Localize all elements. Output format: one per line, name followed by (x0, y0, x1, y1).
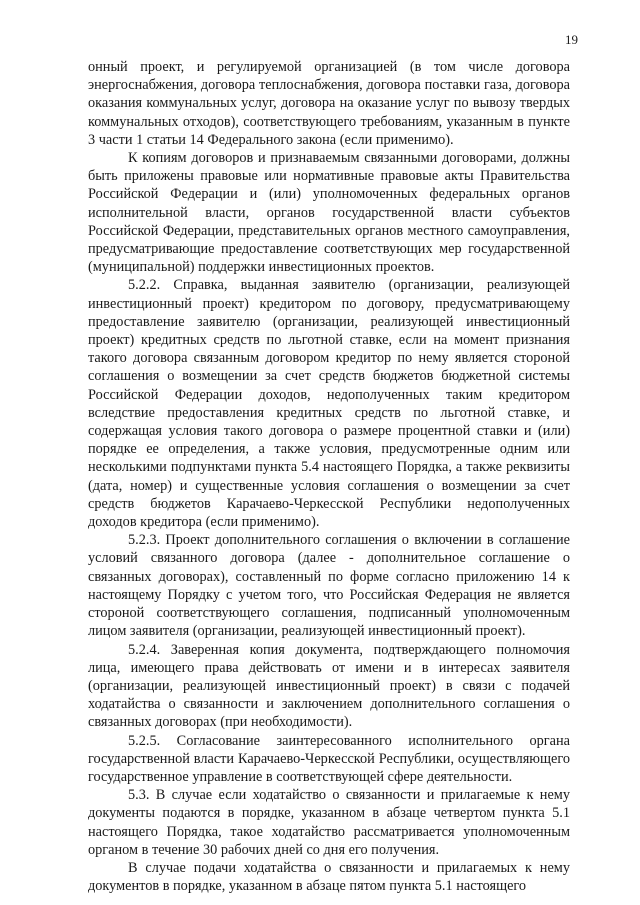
paragraph-5-2-2: 5.2.2. Справка, выданная заявителю (организации, реализующей инвестиционный проект) кредитором по договору, предусматривающему предоставление заявителю (организации, реализующей инвестиционный проект) кредитных средств по льготной ставке, если на момент признания такого договора связанным договором кредитор по нему является стороной соглашения о возмещении за счет средств бюджетов бюджетной системы Российской Федерации доходов, недополученных таким кредитором вследствие предоставления кредитных средств по льготной ставке, и содержащая условия такого договора о размере процентной ставки и (или) порядке ее определения, а также условия, предусмотренные одним или несколькими подпунктами пункта 5.4 настоящего Порядка, а также реквизиты (дата, номер) и существенные условия соглашения о возмещении за счет средств бюджетов Карачаево-Черкесской Республики недополученных доходов кредитора (если применимо). (88, 277, 570, 531)
document-body (88, 58, 570, 895)
paragraph-5-2-4: 5.2.4. Заверенная копия документа, подтверждающего полномочия лица, имеющего права действовать от имени и в интересах заявителя (организации, реализующей инвестиционный проект) в связи с подачей ходатайства о связанности и заключением дополнительного соглашения о связанных договорах (при необходимости). (88, 641, 570, 731)
paragraph-contracts-copies: К копиям договоров и признаваемым связанными договорами, должны быть приложены правовые или нормативные правовые акты Правительства Российской Федерации и (или) уполномоченных федеральных органов исполнительной власти, органов государственной власти субъектов Российской Федерации, представительных органов местного самоуправления, предусматривающие предоставление соответствующих мер государственной (муниципальной) поддержки инвестиционных проектов. (88, 150, 570, 276)
paragraph-final: В случае подачи ходатайства о связанности и прилагаемых к нему документов в порядке, указанном в абзаце пятом пункта 5.1 настоящего (88, 859, 570, 895)
paragraph-5-2-5: 5.2.5. Согласование заинтересованного исполнительного органа государственной власти Карачаево-Черкесской Республики, осуществляющего государственное управление в соответствующей сфере деятельности. (88, 732, 570, 785)
paragraph-5-2-3: 5.2.3. Проект дополнительного соглашения о включении в соглашение условий связанного договора (далее - дополнительное соглашение о связанных договорах), составленный по форме согласно приложению 14 к настоящему Порядку с учетом того, что Российская Федерация не является стороной соответствующего соглашения, подписанный уполномоченным лицом заявителя (организации, реализующей инвестиционный проект). (88, 532, 570, 640)
paragraph-continuation: онный проект, и регулируемой организацией (в том числе договора энергоснабжения, договора теплоснабжения, договора поставки газа, договора оказания коммунальных услуг, договора на оказание услуг по вывозу твердых коммунальных отходов), соответствующего требованиям, указанным в пункте 3 части 1 статьи 14 Федерального закона (если применимо). (88, 59, 570, 148)
paragraph-5-3: 5.3. В случае если ходатайство о связанности и прилагаемые к нему документы подаются в порядке, указанном в абзаце четвертом пункта 5.1 настоящего Порядка, такое ходатайство рассматривается уполномоченным органом в течение 30 рабочих дней со дня его получения. (88, 787, 570, 858)
page-number: 19 (565, 32, 578, 47)
